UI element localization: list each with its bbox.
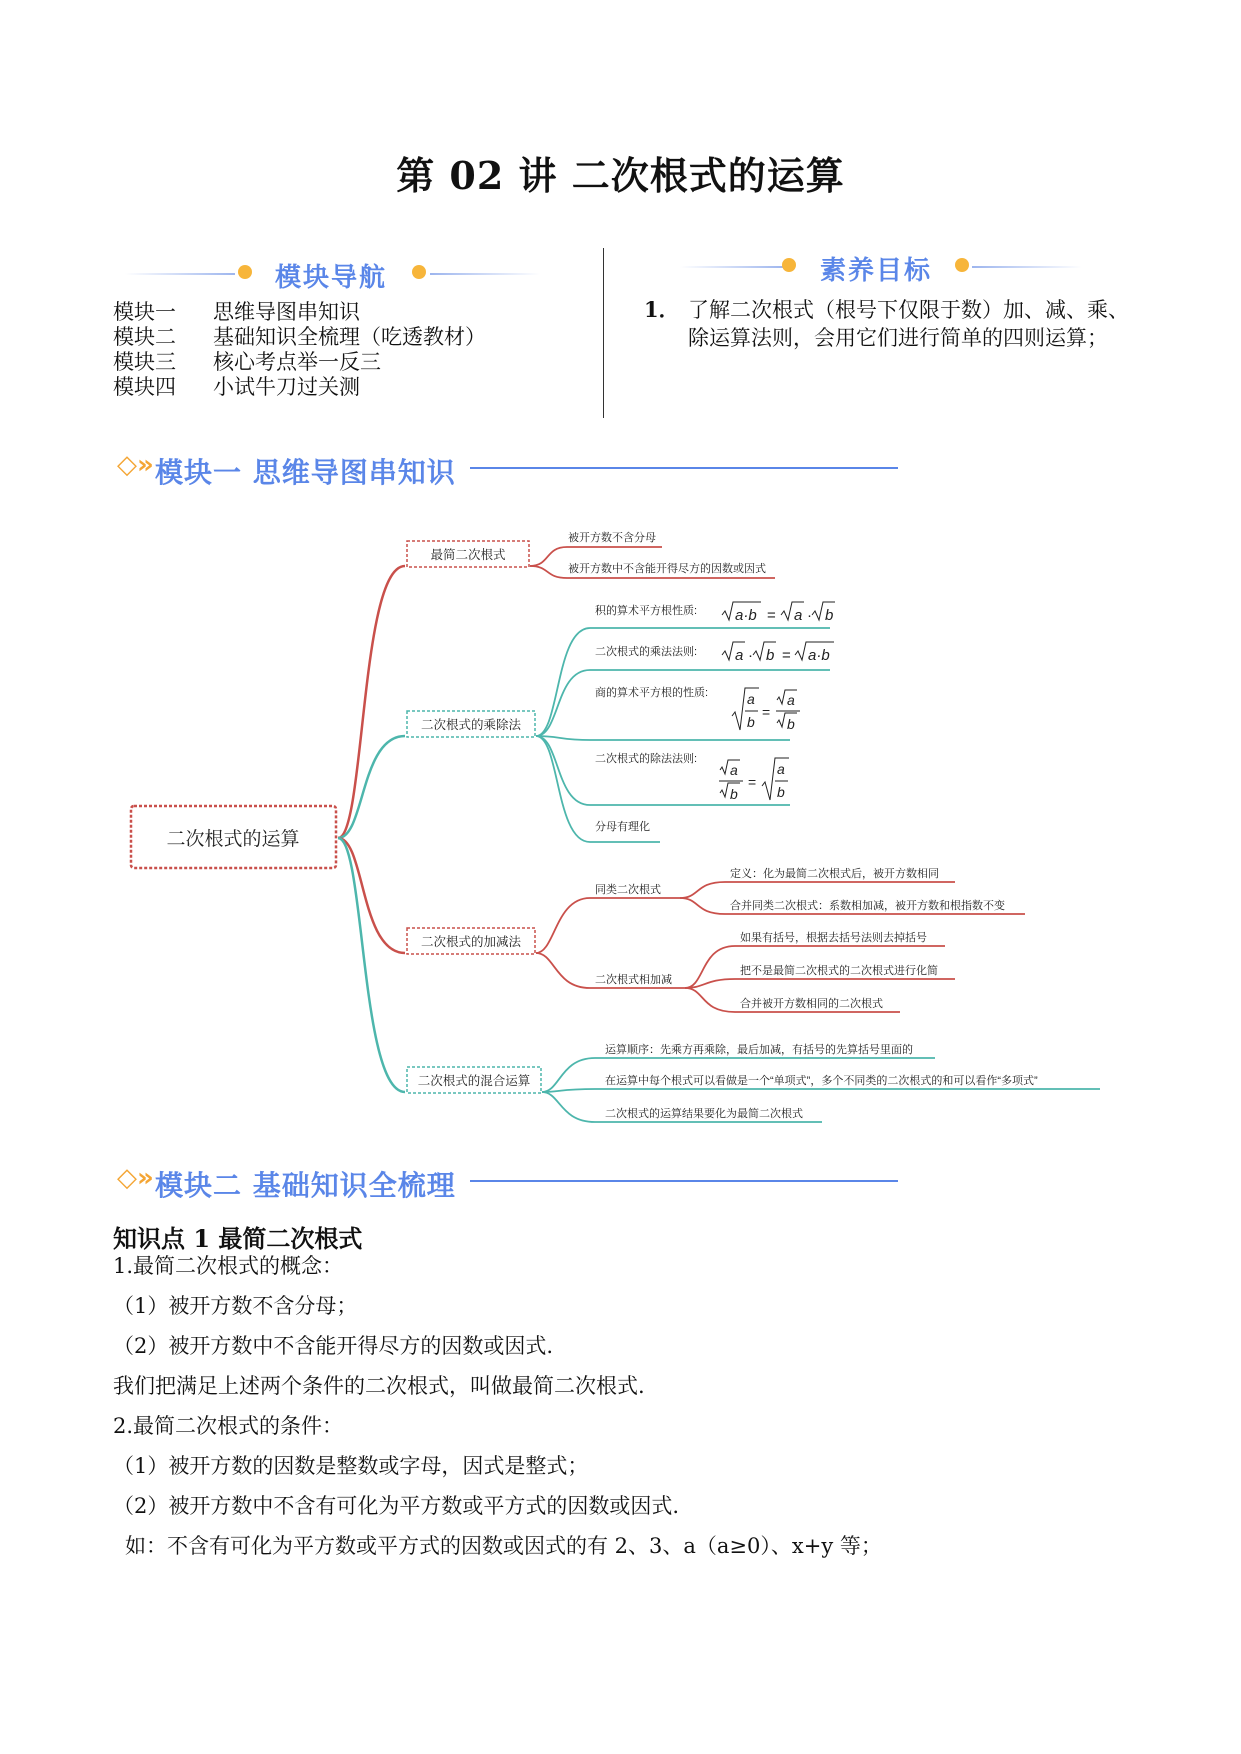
svg-text:运算顺序：先乘方再乘除，最后加减，有括号的先算括号里面的: 运算顺序：先乘方再乘除，最后加减，有括号的先算括号里面的 [605,1044,913,1056]
svg-text:合并同类二次根式：系数相加减，被开方数和根指数不变: 合并同类二次根式：系数相加减，被开方数和根指数不变 [730,900,1005,912]
body-line: 我们把满足上述两个条件的二次根式，叫做最简二次根式. [113,1374,645,1398]
goal-body: 了解二次根式（根号下仅限于数）加、减、乘、除运算法则，会用它们进行简单的四则运算； [688,298,1129,350]
body-line: （1）被开方数不含分母； [113,1294,358,1318]
svg-text:a·b: a·b [735,607,757,624]
nav-item[interactable]: 模块二 基础知识全梳理（吃透教材） [113,325,486,349]
svg-text:a: a [747,691,755,707]
svg-text:·: · [748,647,753,664]
svg-text:=: = [762,704,771,720]
section2-line [470,1180,898,1182]
svg-text:二次根式的运算结果要化为最简二次根式: 二次根式的运算结果要化为最简二次根式 [605,1108,803,1120]
svg-text:=: = [767,607,776,624]
svg-text:把不是最简二次根式的二次根式进行化简: 把不是最简二次根式的二次根式进行化简 [740,965,938,977]
svg-text:=: = [748,774,757,790]
example-line: 如：不含有可化为平方数或平方式的因数或因式的有 2、3、a（a≥0）、x+y 等； [125,1534,882,1558]
svg-text:a: a [794,607,803,624]
svg-text:商的算术平方根的性质:: 商的算术平方根的性质: [595,687,709,699]
svg-text:分母有理化: 分母有理化 [595,821,650,833]
svg-text:二次根式的混合运算: 二次根式的混合运算 [417,1074,531,1088]
svg-text:二次根式的乘法法则:: 二次根式的乘法法则: [595,646,698,658]
svg-text:合并被开方数相同的二次根式: 合并被开方数相同的二次根式 [740,998,883,1010]
body-line: （1）被开方数的因数是整数或字母，因式是整式； [113,1454,589,1478]
formula-multiplication-rule [722,642,834,664]
svg-text:同类二次根式: 同类二次根式 [595,884,661,896]
goal-header: 素养目标 [820,256,933,286]
svg-text:b: b [766,647,775,664]
formula-division-rule [719,758,789,802]
svg-text:·: · [807,607,812,624]
body-line: （2）被开方数中不含有可化为平方数或平方式的因数或因式. [113,1494,680,1518]
svg-text:a: a [735,647,744,664]
knowledge-point-body [113,1252,1123,1560]
svg-text:二次根式的乘除法: 二次根式的乘除法 [420,718,522,732]
svg-text:二次根式相加减: 二次根式相加减 [595,974,672,986]
svg-text:最简二次根式: 最简二次根式 [430,548,506,562]
svg-text:=: = [782,647,791,664]
nav-item[interactable]: 模块三 核心考点举一反三 [113,350,381,374]
formula-product-property [722,602,835,624]
section-chevron-icon: ◇» [117,450,154,480]
section2-title: 模块二 基础知识全梳理 [155,1169,456,1202]
svg-text:a: a [787,692,795,708]
svg-text:被开方数不含分母: 被开方数不含分母 [568,532,656,544]
svg-text:在运算中每个根式可以看做是一个“单项式”，多个不同类的二次根: 在运算中每个根式可以看做是一个“单项式”，多个不同类的二次根式的和可以看作“多项式” [605,1075,1038,1087]
svg-text:b: b [747,714,755,730]
body-line: 1.最简二次根式的概念： [113,1254,344,1278]
svg-text:a: a [777,761,785,777]
svg-text:b: b [825,607,834,624]
goal-number: 1． [644,297,680,322]
section1-title: 模块一 思维导图串知识 [155,456,456,489]
svg-text:b: b [730,786,738,802]
svg-text:二次根式的加减法: 二次根式的加减法 [420,935,522,949]
svg-text:如果有括号，根据去括号法则去掉括号: 如果有括号，根据去括号法则去掉括号 [740,932,927,944]
svg-text:二次根式的除法法则:: 二次根式的除法法则: [595,753,698,765]
section-chevron-icon: ◇» [117,1163,154,1193]
svg-text:b: b [787,716,795,732]
center-node-label: 二次根式的运算 [166,829,300,850]
nav-header: 模块导航 [275,263,388,293]
nav-item[interactable]: 模块一 思维导图串知识 [113,300,360,324]
svg-text:被开方数中不含能开得尽方的因数或因式: 被开方数中不含能开得尽方的因数或因式 [568,563,766,575]
svg-text:定义：化为最简二次根式后，被开方数相同: 定义：化为最简二次根式后，被开方数相同 [730,868,939,880]
nav-item[interactable]: 模块四 小试牛刀过关测 [113,375,360,399]
page-title: 第 02 讲 二次根式的运算 [396,153,845,198]
svg-text:a: a [730,762,738,778]
svg-text:b: b [777,784,785,800]
formula-quotient-property [732,688,800,732]
body-line: （2）被开方数中不含能开得尽方的因数或因式. [113,1334,554,1358]
knowledge-point-title: 知识点 1 最简二次根式 [113,1224,363,1253]
svg-text:积的算术平方根性质:: 积的算术平方根性质: [595,605,698,617]
body-line: 2.最简二次根式的条件： [113,1414,344,1438]
svg-text:a·b: a·b [808,647,830,664]
